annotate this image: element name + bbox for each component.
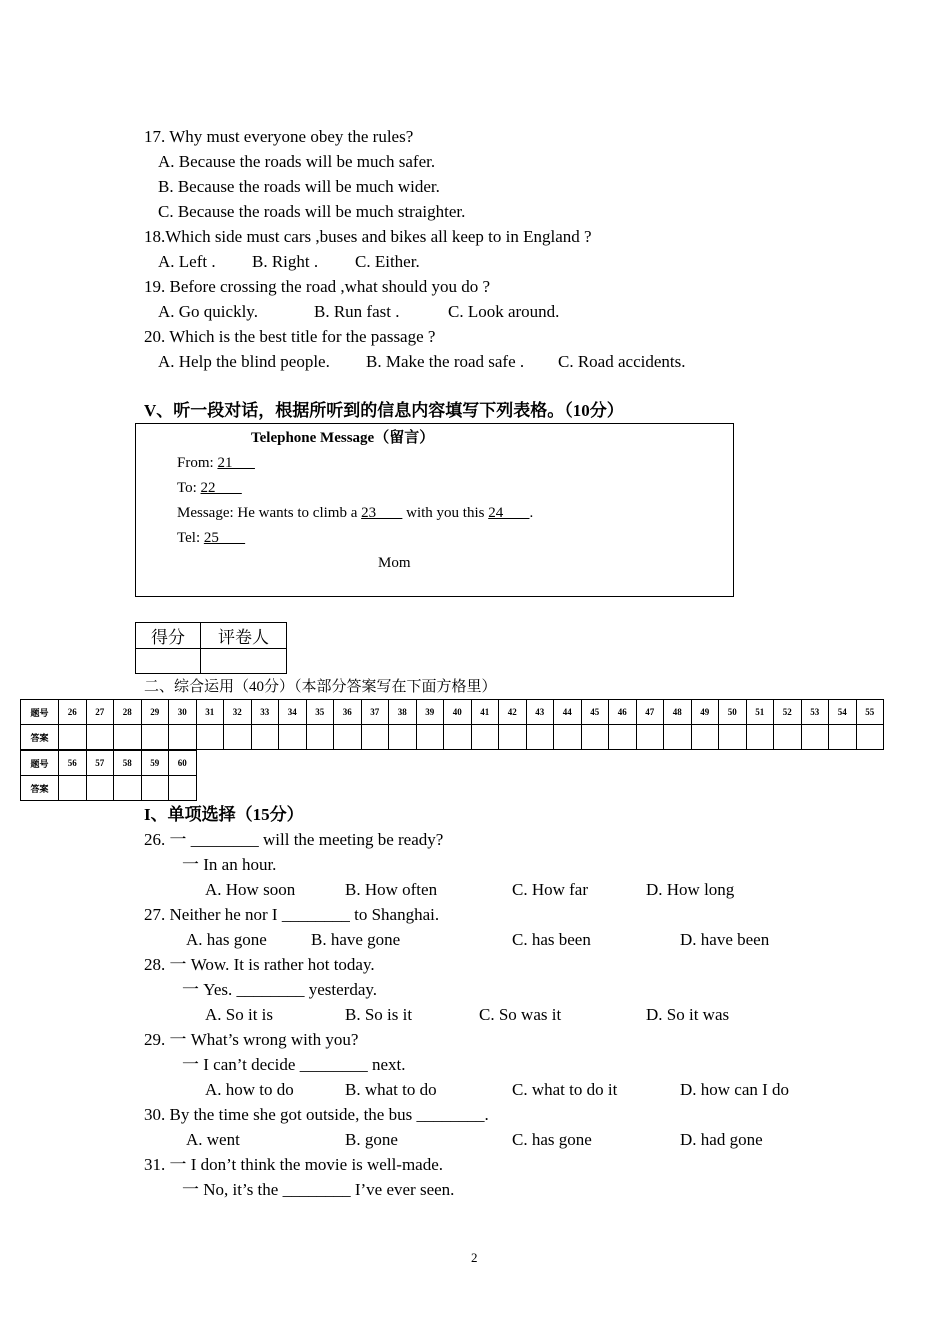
question-26-reply: 一 In an hour. xyxy=(182,855,277,874)
grid-answer-cell[interactable] xyxy=(444,725,472,750)
grid-answer-cell[interactable] xyxy=(114,776,142,801)
question-18: 18.Which side must cars ,buses and bikes all keep to in England ? xyxy=(144,227,592,246)
grid-question-number: 56 xyxy=(59,751,87,776)
tel-label: Tel: xyxy=(177,530,204,546)
grid-answer-cell[interactable] xyxy=(526,725,554,750)
option-20b: B. Make the road safe . xyxy=(366,352,525,371)
option-30a: A. went xyxy=(186,1130,240,1149)
grid-answer-cell[interactable] xyxy=(306,725,334,750)
option-26b: B. How often xyxy=(345,880,438,899)
grid-answer-cell[interactable] xyxy=(224,725,252,750)
option-29c: C. what to do it xyxy=(512,1080,618,1099)
grid-question-number: 54 xyxy=(829,700,857,725)
grid-question-number: 31 xyxy=(196,700,224,725)
part2-heading: 二、综合运用（40分）（本部分答案写在下面方格里） xyxy=(144,679,497,695)
blank-23: 23 xyxy=(361,505,403,521)
option-27a: A. has gone xyxy=(186,930,267,949)
grid-answer-cell[interactable] xyxy=(141,725,169,750)
option-17b: B. Because the roads will be much wider. xyxy=(158,177,440,196)
grid-question-number: 42 xyxy=(499,700,527,725)
grid-answer-cell[interactable] xyxy=(746,725,774,750)
grid-question-number: 49 xyxy=(691,700,719,725)
option-28d: D. So it was xyxy=(646,1005,730,1024)
question-29: 29. 一 What’s wrong with you? xyxy=(144,1030,359,1049)
option-19c: C. Look around. xyxy=(448,302,560,321)
question-19: 19. Before crossing the road ,what should you do ? xyxy=(144,277,491,296)
grid-answer-cell[interactable] xyxy=(719,725,747,750)
grid-label-num-2: 题号 xyxy=(21,751,59,776)
grid-answer-cell[interactable] xyxy=(361,725,389,750)
signature: Mom xyxy=(378,555,411,571)
grid-question-number: 50 xyxy=(719,700,747,725)
grid-answer-cell[interactable] xyxy=(691,725,719,750)
grid-label-ans-2: 答案 xyxy=(21,776,59,801)
option-26c: C. How far xyxy=(512,880,589,899)
grid-answer-cell[interactable] xyxy=(471,725,499,750)
grid-question-number: 47 xyxy=(636,700,664,725)
option-18a: A. Left . xyxy=(158,252,216,271)
message-mid: with you this xyxy=(402,505,489,521)
grid-answer-cell[interactable] xyxy=(86,725,114,750)
option-17a: A. Because the roads will be much safer. xyxy=(158,152,436,171)
grid-question-number: 45 xyxy=(581,700,609,725)
option-28b: B. So is it xyxy=(345,1005,413,1024)
grid-answer-cell[interactable] xyxy=(59,776,87,801)
score-cell[interactable] xyxy=(136,649,201,674)
score-label: 得分 xyxy=(136,623,201,649)
section-i-heading: I、单项选择（15分） xyxy=(144,805,304,824)
grid-answer-cell[interactable] xyxy=(59,725,87,750)
grid-answer-cell[interactable] xyxy=(279,725,307,750)
question-29-reply: 一 I can’t decide ________ next. xyxy=(182,1055,406,1074)
grid-question-number: 52 xyxy=(774,700,802,725)
grid-answer-cell[interactable] xyxy=(609,725,637,750)
option-17c: C. Because the roads will be much straighter. xyxy=(158,202,466,221)
option-26d: D. How long xyxy=(646,880,735,899)
question-26: 26. 一 ________ will the meeting be ready? xyxy=(144,830,444,849)
grid-answer-cell[interactable] xyxy=(334,725,362,750)
grid-question-number: 46 xyxy=(609,700,637,725)
grid-answer-cell[interactable] xyxy=(169,725,197,750)
grader-cell[interactable] xyxy=(201,649,287,674)
question-31-reply: 一 No, it’s the ________ I’ve ever seen. xyxy=(182,1180,455,1199)
blank-25: 25 xyxy=(203,530,246,546)
grid-question-number: 26 xyxy=(59,700,87,725)
grid-question-number: 35 xyxy=(306,700,334,725)
grid-label-num: 题号 xyxy=(21,700,59,725)
option-20c: C. Road accidents. xyxy=(558,352,686,371)
grid-question-number: 33 xyxy=(251,700,279,725)
grid-answer-cell[interactable] xyxy=(141,776,169,801)
grid-question-number: 29 xyxy=(141,700,169,725)
option-19b: B. Run fast . xyxy=(314,302,400,321)
grid-answer-cell[interactable] xyxy=(169,776,197,801)
page-number: 2 xyxy=(471,1250,478,1265)
question-28-reply: 一 Yes. ________ yesterday. xyxy=(182,980,378,999)
message-end: . xyxy=(529,505,534,521)
option-26a: A. How soon xyxy=(205,880,296,899)
option-20a: A. Help the blind people. xyxy=(158,352,330,371)
question-27: 27. Neither he nor I ________ to Shanghai. xyxy=(144,905,440,924)
grader-label: 评卷人 xyxy=(201,623,287,649)
blank-24: 24 xyxy=(488,505,530,521)
option-29b: B. what to do xyxy=(345,1080,437,1099)
grid-answer-cell[interactable] xyxy=(664,725,692,750)
message-line xyxy=(177,503,533,523)
option-29d: D. how can I do xyxy=(680,1080,790,1099)
option-27b: B. have gone xyxy=(311,930,401,949)
tel-line xyxy=(177,528,245,548)
answer-grid-row2 xyxy=(20,750,197,801)
grid-answer-cell[interactable] xyxy=(856,725,884,750)
blank-22: 22 xyxy=(200,480,242,496)
to-label: To: xyxy=(177,480,201,496)
option-28a: A. So it is xyxy=(205,1005,274,1024)
grid-answer-cell[interactable] xyxy=(829,725,857,750)
score-box xyxy=(135,622,287,674)
grid-answer-cell[interactable] xyxy=(581,725,609,750)
question-31: 31. 一 I don’t think the movie is well-made. xyxy=(144,1155,444,1174)
grid-answer-cell[interactable] xyxy=(636,725,664,750)
grid-question-number: 34 xyxy=(279,700,307,725)
grid-question-number: 28 xyxy=(114,700,142,725)
grid-question-number: 59 xyxy=(141,751,169,776)
from-line xyxy=(177,453,255,473)
answer-grid-row1 xyxy=(20,699,884,750)
question-30: 30. By the time she got outside, the bus ________. xyxy=(144,1105,489,1124)
telephone-message-title: Telephone Message（留言） xyxy=(251,430,435,446)
grid-answer-cell[interactable] xyxy=(774,725,802,750)
grid-question-number: 27 xyxy=(86,700,114,725)
grid-question-number: 36 xyxy=(334,700,362,725)
option-18b: B. Right . xyxy=(252,252,319,271)
message-label: Message: He wants to climb a xyxy=(177,505,362,521)
grid-question-number: 44 xyxy=(554,700,582,725)
grid-question-number: 32 xyxy=(224,700,252,725)
grid-answer-cell[interactable] xyxy=(196,725,224,750)
grid-question-number: 37 xyxy=(361,700,389,725)
grid-question-number: 30 xyxy=(169,700,197,725)
section-v-heading: V、听一段对话，根据所听到的信息内容填写下列表格。（10分） xyxy=(144,401,624,420)
from-label: From: xyxy=(177,455,218,471)
question-28: 28. 一 Wow. It is rather hot today. xyxy=(144,955,375,974)
option-27d: D. have been xyxy=(680,930,770,949)
question-17: 17. Why must everyone obey the rules? xyxy=(144,127,414,146)
grid-label-ans: 答案 xyxy=(21,725,59,750)
grid-question-number: 39 xyxy=(416,700,444,725)
grid-question-number: 40 xyxy=(444,700,472,725)
option-30d: D. had gone xyxy=(680,1130,763,1149)
grid-question-number: 53 xyxy=(801,700,829,725)
to-line xyxy=(177,478,242,498)
grid-answer-cell[interactable] xyxy=(801,725,829,750)
grid-answer-cell[interactable] xyxy=(114,725,142,750)
option-28c: C. So was it xyxy=(479,1005,562,1024)
grid-question-number: 38 xyxy=(389,700,417,725)
grid-question-number: 41 xyxy=(471,700,499,725)
grid-answer-cell[interactable] xyxy=(416,725,444,750)
grid-question-number: 57 xyxy=(86,751,114,776)
grid-question-number: 51 xyxy=(746,700,774,725)
grid-answer-cell[interactable] xyxy=(499,725,527,750)
question-20: 20. Which is the best title for the passage ? xyxy=(144,327,436,346)
grid-answer-cell[interactable] xyxy=(251,725,279,750)
option-30b: B. gone xyxy=(345,1130,398,1149)
grid-question-number: 43 xyxy=(526,700,554,725)
blank-21: 21 xyxy=(217,455,255,471)
option-29a: A. how to do xyxy=(205,1080,294,1099)
grid-question-number: 55 xyxy=(856,700,884,725)
grid-question-number: 48 xyxy=(664,700,692,725)
grid-answer-cell[interactable] xyxy=(389,725,417,750)
grid-question-number: 60 xyxy=(169,751,197,776)
option-30c: C. has gone xyxy=(512,1130,592,1149)
option-27c: C. has been xyxy=(512,930,591,949)
option-19a: A. Go quickly. xyxy=(158,302,258,321)
grid-question-number: 58 xyxy=(114,751,142,776)
option-18c: C. Either. xyxy=(355,252,420,271)
grid-answer-cell[interactable] xyxy=(86,776,114,801)
grid-answer-cell[interactable] xyxy=(554,725,582,750)
